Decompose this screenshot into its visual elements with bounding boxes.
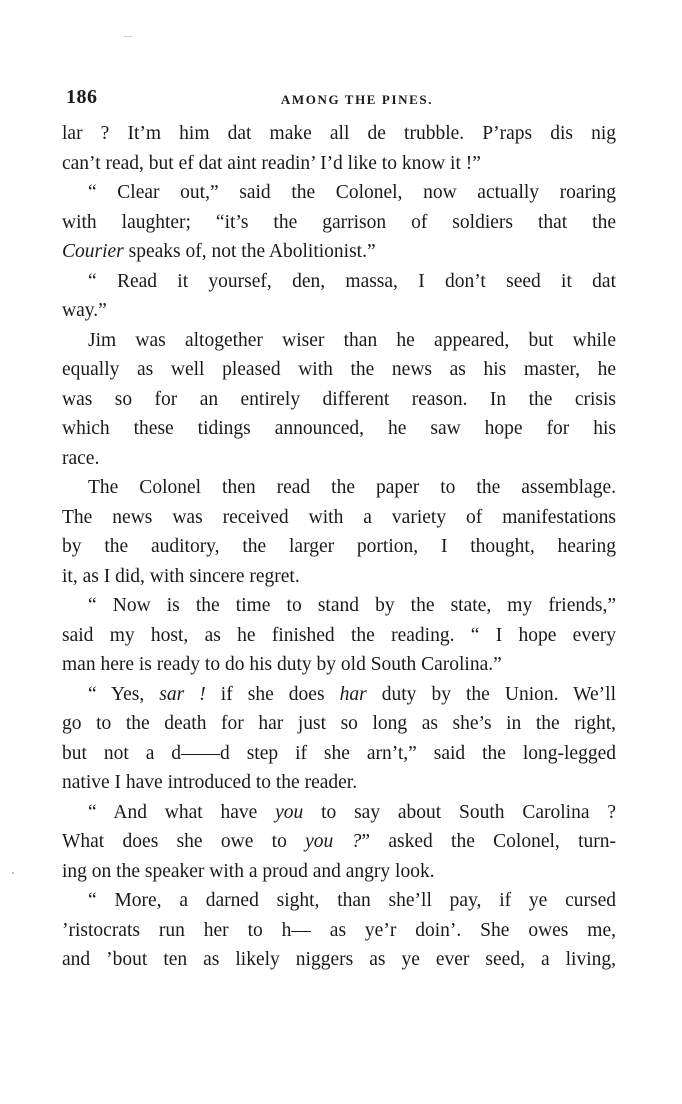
page-header (66, 86, 616, 110)
body-text (62, 119, 616, 975)
text-line: it, as I did, with sincere regret. (62, 565, 300, 587)
text-line: The Colonel then read the paper to the assemblage. (88, 477, 616, 498)
text-line: “ Read it yoursef, den, massa, I don’t seed it dat (88, 270, 616, 292)
text-line: “ More, a darned sight, than she’ll pay, if ye cursed (88, 890, 616, 911)
text-line: Courier speaks of, not the Abolitionist.” (62, 241, 376, 262)
page-number: 186 (66, 86, 98, 108)
text-line: “ Now is the time to stand by the state, my friends,” (88, 595, 616, 616)
text-line: go to the death for har just so long as she’s in the right, (62, 713, 616, 734)
text-line: ’ristocrats run her to h— as ye’r doin’. She owes me, (62, 919, 616, 941)
text-line: was so for an entirely different reason. In the crisis (62, 388, 616, 410)
text-line: man here is ready to do his duty by old South Carolina.” (62, 654, 502, 675)
text-line: and ’bout ten as likely niggers as ye ever seed, a living, (62, 949, 616, 970)
text-line: “ Clear out,” said the Colonel, now actually roaring (88, 182, 616, 203)
text-line: “ Yes, sar ! if she does har duty by the Union. We’ll (88, 683, 617, 705)
text-line: What does she owe to you ?” asked the Colonel, turn- (62, 831, 617, 852)
text-line: by the auditory, the larger portion, I thought, hearing (62, 536, 616, 557)
text-line: native I have introduced to the reader. (62, 772, 358, 793)
text-line: lar ? It’m him dat make all de trubble. P’raps dis nig (62, 123, 616, 144)
scan-mark (12, 872, 14, 874)
text-line: equally as well pleased with the news as his master, he (62, 359, 616, 380)
text-line: The news was received with a variety of manifestations (62, 506, 616, 528)
text-line: Jim was altogether wiser than he appeared, but while (88, 329, 616, 351)
text-line: way.” (62, 300, 107, 321)
text-line: can’t read, but ef dat aint readin’ I’d like to know it !” (62, 152, 481, 174)
text-line: but not a d——d step if she arn’t,” said the long-legged (62, 742, 616, 764)
scan-mark (124, 36, 132, 37)
text-line: said my host, as he finished the reading. “ I hope every (62, 624, 616, 646)
text-line: with laughter; “it’s the garrison of soldiers that the (62, 211, 616, 233)
running-head: AMONG THE PINES. (280, 92, 434, 107)
text-line: ing on the speaker with a proud and angry look. (62, 860, 435, 882)
text-line: “ And what have you to say about South Carolina ? (88, 801, 616, 823)
text-line: race. (62, 447, 100, 469)
text-line: which these tidings announced, he saw hope for his (62, 418, 616, 439)
